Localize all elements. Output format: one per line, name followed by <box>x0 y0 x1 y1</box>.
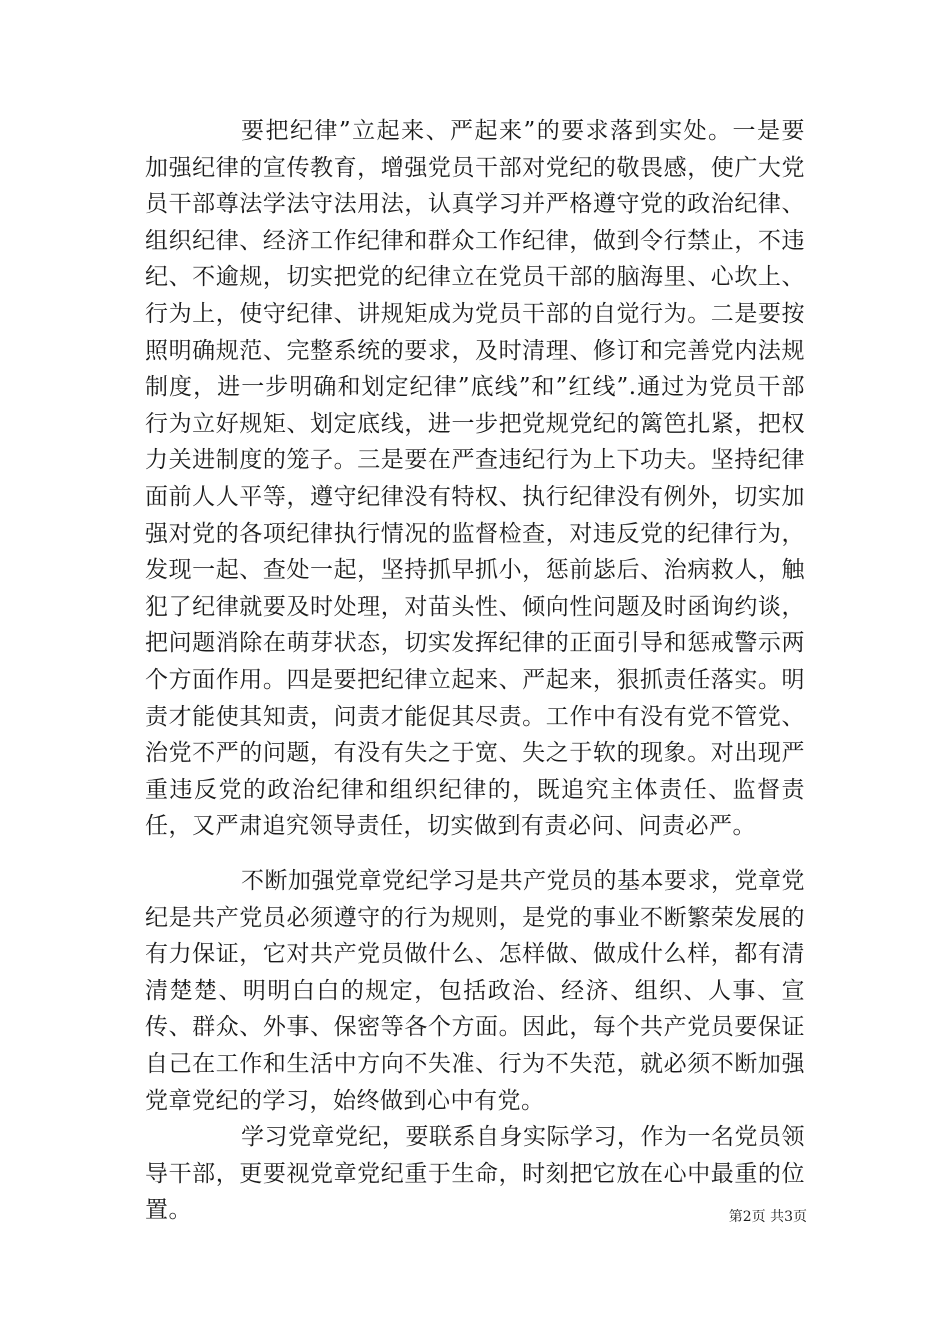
paragraph-study-requirements: 不断加强党章党纪学习是共产党员的基本要求，党章党纪是共产党员必须遵守的行为规则，是党的事业不断繁荣发展的有力保证，它对共产党员做什么、怎样做、做成什么样，都有清清楚楚、明明白白的规定，包括政治、经济、组织、人事、宣传、群众、外事、保密等各个方面。因此，每个共产党员要保证自己在工作和生活中方向不失准、行为不失范，就必须不断加强党章党纪的学习，始终做到心中有党。 <box>145 868 805 1114</box>
paragraph-self-study: 学习党章党纪，要联系自身实际学习，作为一名党员领导干部，更要视党章党纪重于生命，时刻把它放在心中最重的位置。 <box>145 1124 805 1224</box>
page-number-footer: 第2页 共3页 <box>728 1209 807 1225</box>
paragraph-discipline-implementation: 要把纪律”立起来、严起来”的要求落到实处。一是要加强纪律的宣传教育，增强党员干部对党纪的敬畏感，使广大党员干部尊法学法守法用法，认真学习并严格遵守党的政治纪律、组织纪律、经济工作纪律和群众工作纪律，做到令行禁止，不违纪、不逾规，切实把党的纪律立在党员干部的脑海里、心坎上、行为上，使守纪律、讲规矩成为党员干部的自觉行为。二是要按照明确规范、完整系统的要求，及时清理、修订和完善党内法规制度，进一步明确和划定纪律”底线”和”红线”.通过为党员干部行为立好规矩、划定底线，进一步把党规党纪的篱笆扎紧，把权力关进制度的笼子。三是要在严查违纪行为上下功夫。坚持纪律面前人人平等，遵守纪律没有特权、执行纪律没有例外，切实加强对党的各项纪律执行情况的监督检查，对违反党的纪律行为，发现一起、查处一起，坚持抓早抓小，惩前毖后、治病救人，触犯了纪律就要及时处理，对苗头性、倾向性问题及时函询约谈，把问题消除在萌芽状态，切实发挥纪律的正面引导和惩戒警示两个方面作用。四是要把纪律立起来、严起来，狠抓责任落实。明责才能使其知责，问责才能促其尽责。工作中有没有党不管党、治党不严的问题，有没有失之于宽、失之于软的现象。对出现严重违反党的政治纪律和组织纪律的，既追究主体责任、监督责任，又严肃追究领导责任，切实做到有责必问、问责必严。 <box>145 118 805 840</box>
